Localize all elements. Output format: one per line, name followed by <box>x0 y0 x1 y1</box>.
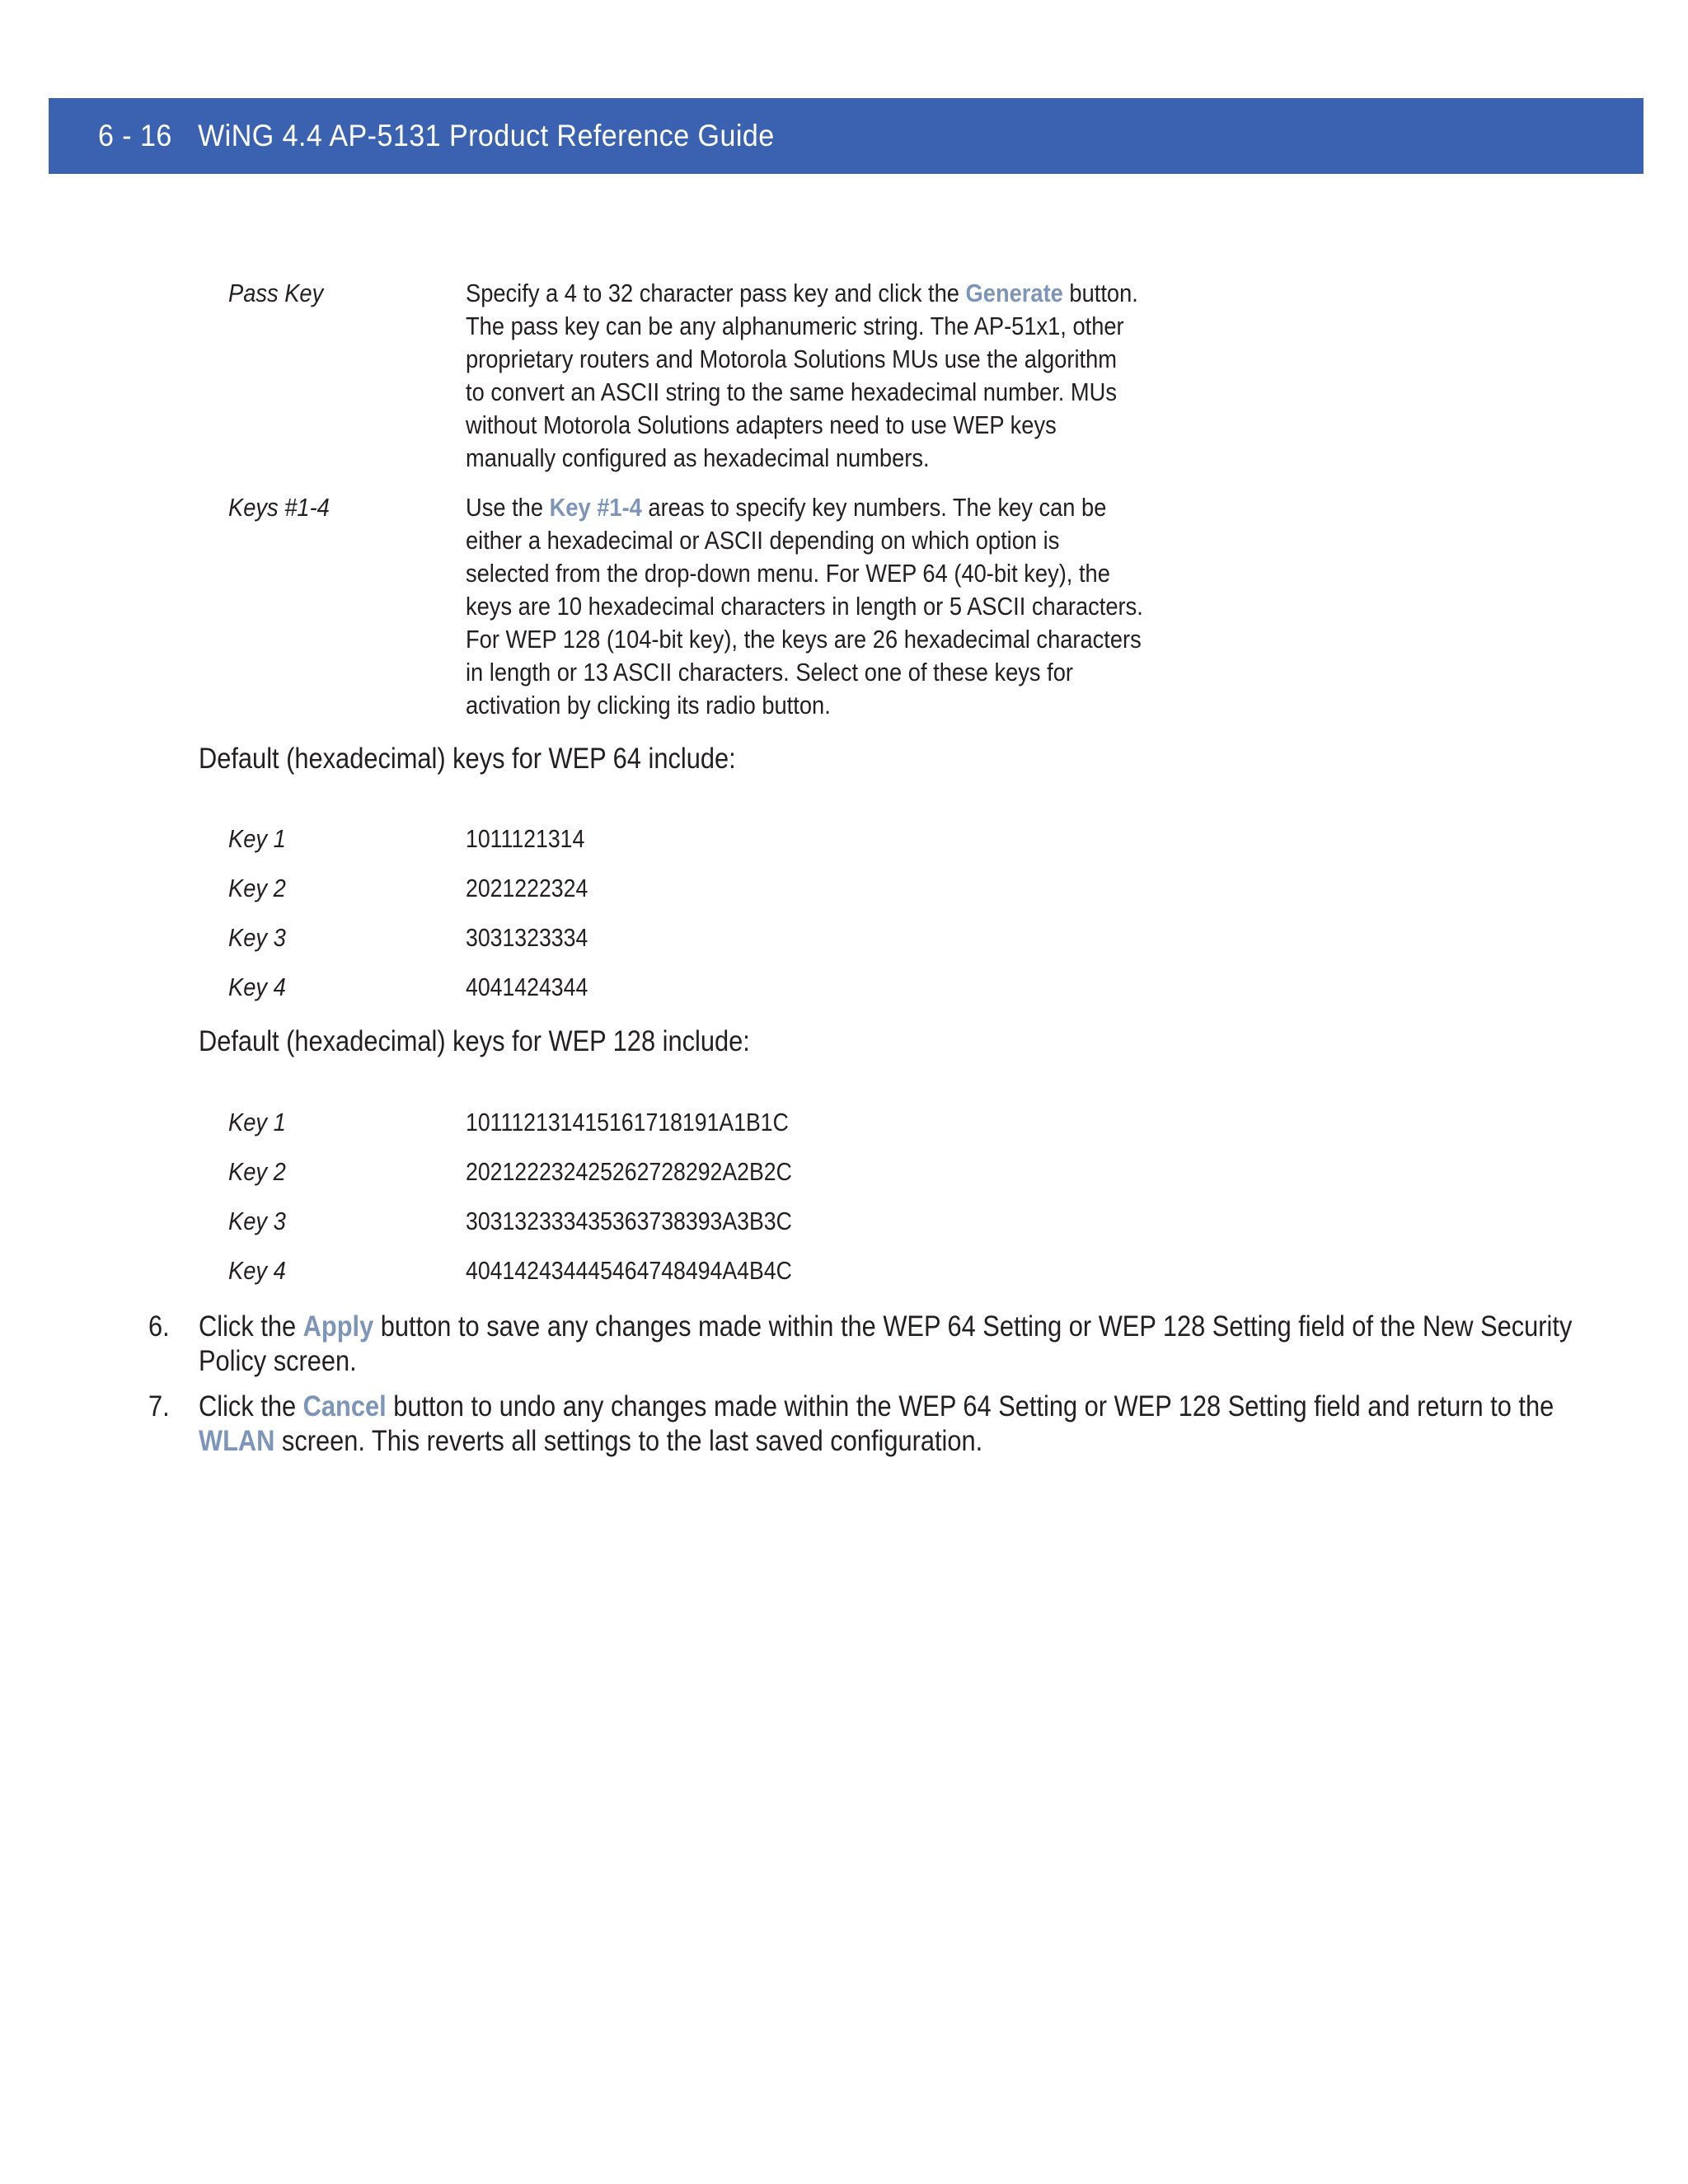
page-header-bar <box>49 98 1643 174</box>
description-line: to convert an ASCII string to the same hexadecimal number. MUs <box>466 377 1117 406</box>
key-label: Key 4 <box>228 972 286 1001</box>
key-value: 4041424344 <box>466 972 588 1001</box>
key-value: 1011121314 <box>466 824 585 853</box>
page-header <box>98 119 775 153</box>
key-value: 404142434445464748494A4B4C <box>466 1256 792 1285</box>
key-value: 2021222324 <box>466 874 588 902</box>
step-line: Click the Apply button to save any changes made within the WEP 64 Setting or WEP 128 Setting field of the New Security <box>199 1310 1573 1343</box>
definition-description <box>466 491 1143 722</box>
cancel-button-ref: Cancel <box>302 1390 387 1422</box>
description-line: without Motorola Solutions adapters need to use WEP keys <box>466 410 1057 439</box>
generate-button-ref: Generate <box>965 279 1063 307</box>
description-line: For WEP 128 (104-bit key), the keys are 26 hexadecimal characters <box>466 625 1142 654</box>
step-line: Click the Cancel button to undo any changes made within the WEP 64 Setting or WEP 128 Setting field and return to the <box>199 1390 1554 1422</box>
description-line: proprietary routers and Motorola Solutions MUs use the algorithm <box>466 344 1117 373</box>
key-label: Key 3 <box>228 923 286 952</box>
key-label: Key 2 <box>228 874 286 902</box>
key-1-4-ref: Key #1-4 <box>549 493 642 522</box>
description-line: Specify a 4 to 32 character pass key and click the Generate button. <box>466 279 1138 307</box>
description-line: The pass key can be any alphanumeric string. The AP-51x1, other <box>466 312 1124 340</box>
step-number: 7. <box>148 1390 170 1422</box>
description-line: Use the Key #1-4 areas to specify key numbers. The key can be <box>466 493 1107 522</box>
wep128-intro: Default (hexadecimal) keys for WEP 128 include: <box>199 1025 750 1057</box>
definition-description <box>466 277 1138 475</box>
step-text <box>199 1390 1554 1459</box>
definition-term: Pass Key <box>228 279 324 307</box>
wep64-intro: Default (hexadecimal) keys for WEP 64 include: <box>199 743 736 775</box>
description-line: in length or 13 ASCII characters. Select one of these keys for <box>466 658 1073 687</box>
description-line: either a hexadecimal or ASCII depending on which option is <box>466 526 1060 555</box>
key-label: Key 3 <box>228 1207 286 1235</box>
key-value: 303132333435363738393A3B3C <box>466 1207 792 1235</box>
key-label: Key 2 <box>228 1157 286 1186</box>
step-text <box>199 1310 1572 1379</box>
description-line: selected from the drop-down menu. For WEP 64 (40-bit key), the <box>466 559 1110 588</box>
description-line: activation by clicking its radio button. <box>466 691 831 719</box>
definition-term: Keys #1-4 <box>228 493 330 522</box>
wlan-screen-ref: WLAN <box>199 1425 275 1457</box>
step-line: Policy screen. <box>199 1345 357 1377</box>
description-line: manually configured as hexadecimal numbers. <box>466 443 930 472</box>
key-label: Key 4 <box>228 1256 286 1285</box>
key-label: Key 1 <box>228 1108 286 1137</box>
step-number: 6. <box>148 1310 170 1343</box>
step-line: WLAN screen. This reverts all settings to the last saved configuration. <box>199 1425 983 1457</box>
key-value: 101112131415161718191A1B1C <box>466 1108 789 1137</box>
key-value: 202122232425262728292A2B2C <box>466 1157 792 1186</box>
page-number: 6 - 16 <box>98 119 172 152</box>
key-label: Key 1 <box>228 824 286 853</box>
apply-button-ref: Apply <box>302 1310 374 1343</box>
description-line: keys are 10 hexadecimal characters in length or 5 ASCII characters. <box>466 592 1143 621</box>
key-value: 3031323334 <box>466 923 588 952</box>
guide-title: WiNG 4.4 AP-5131 Product Reference Guide <box>198 119 775 152</box>
